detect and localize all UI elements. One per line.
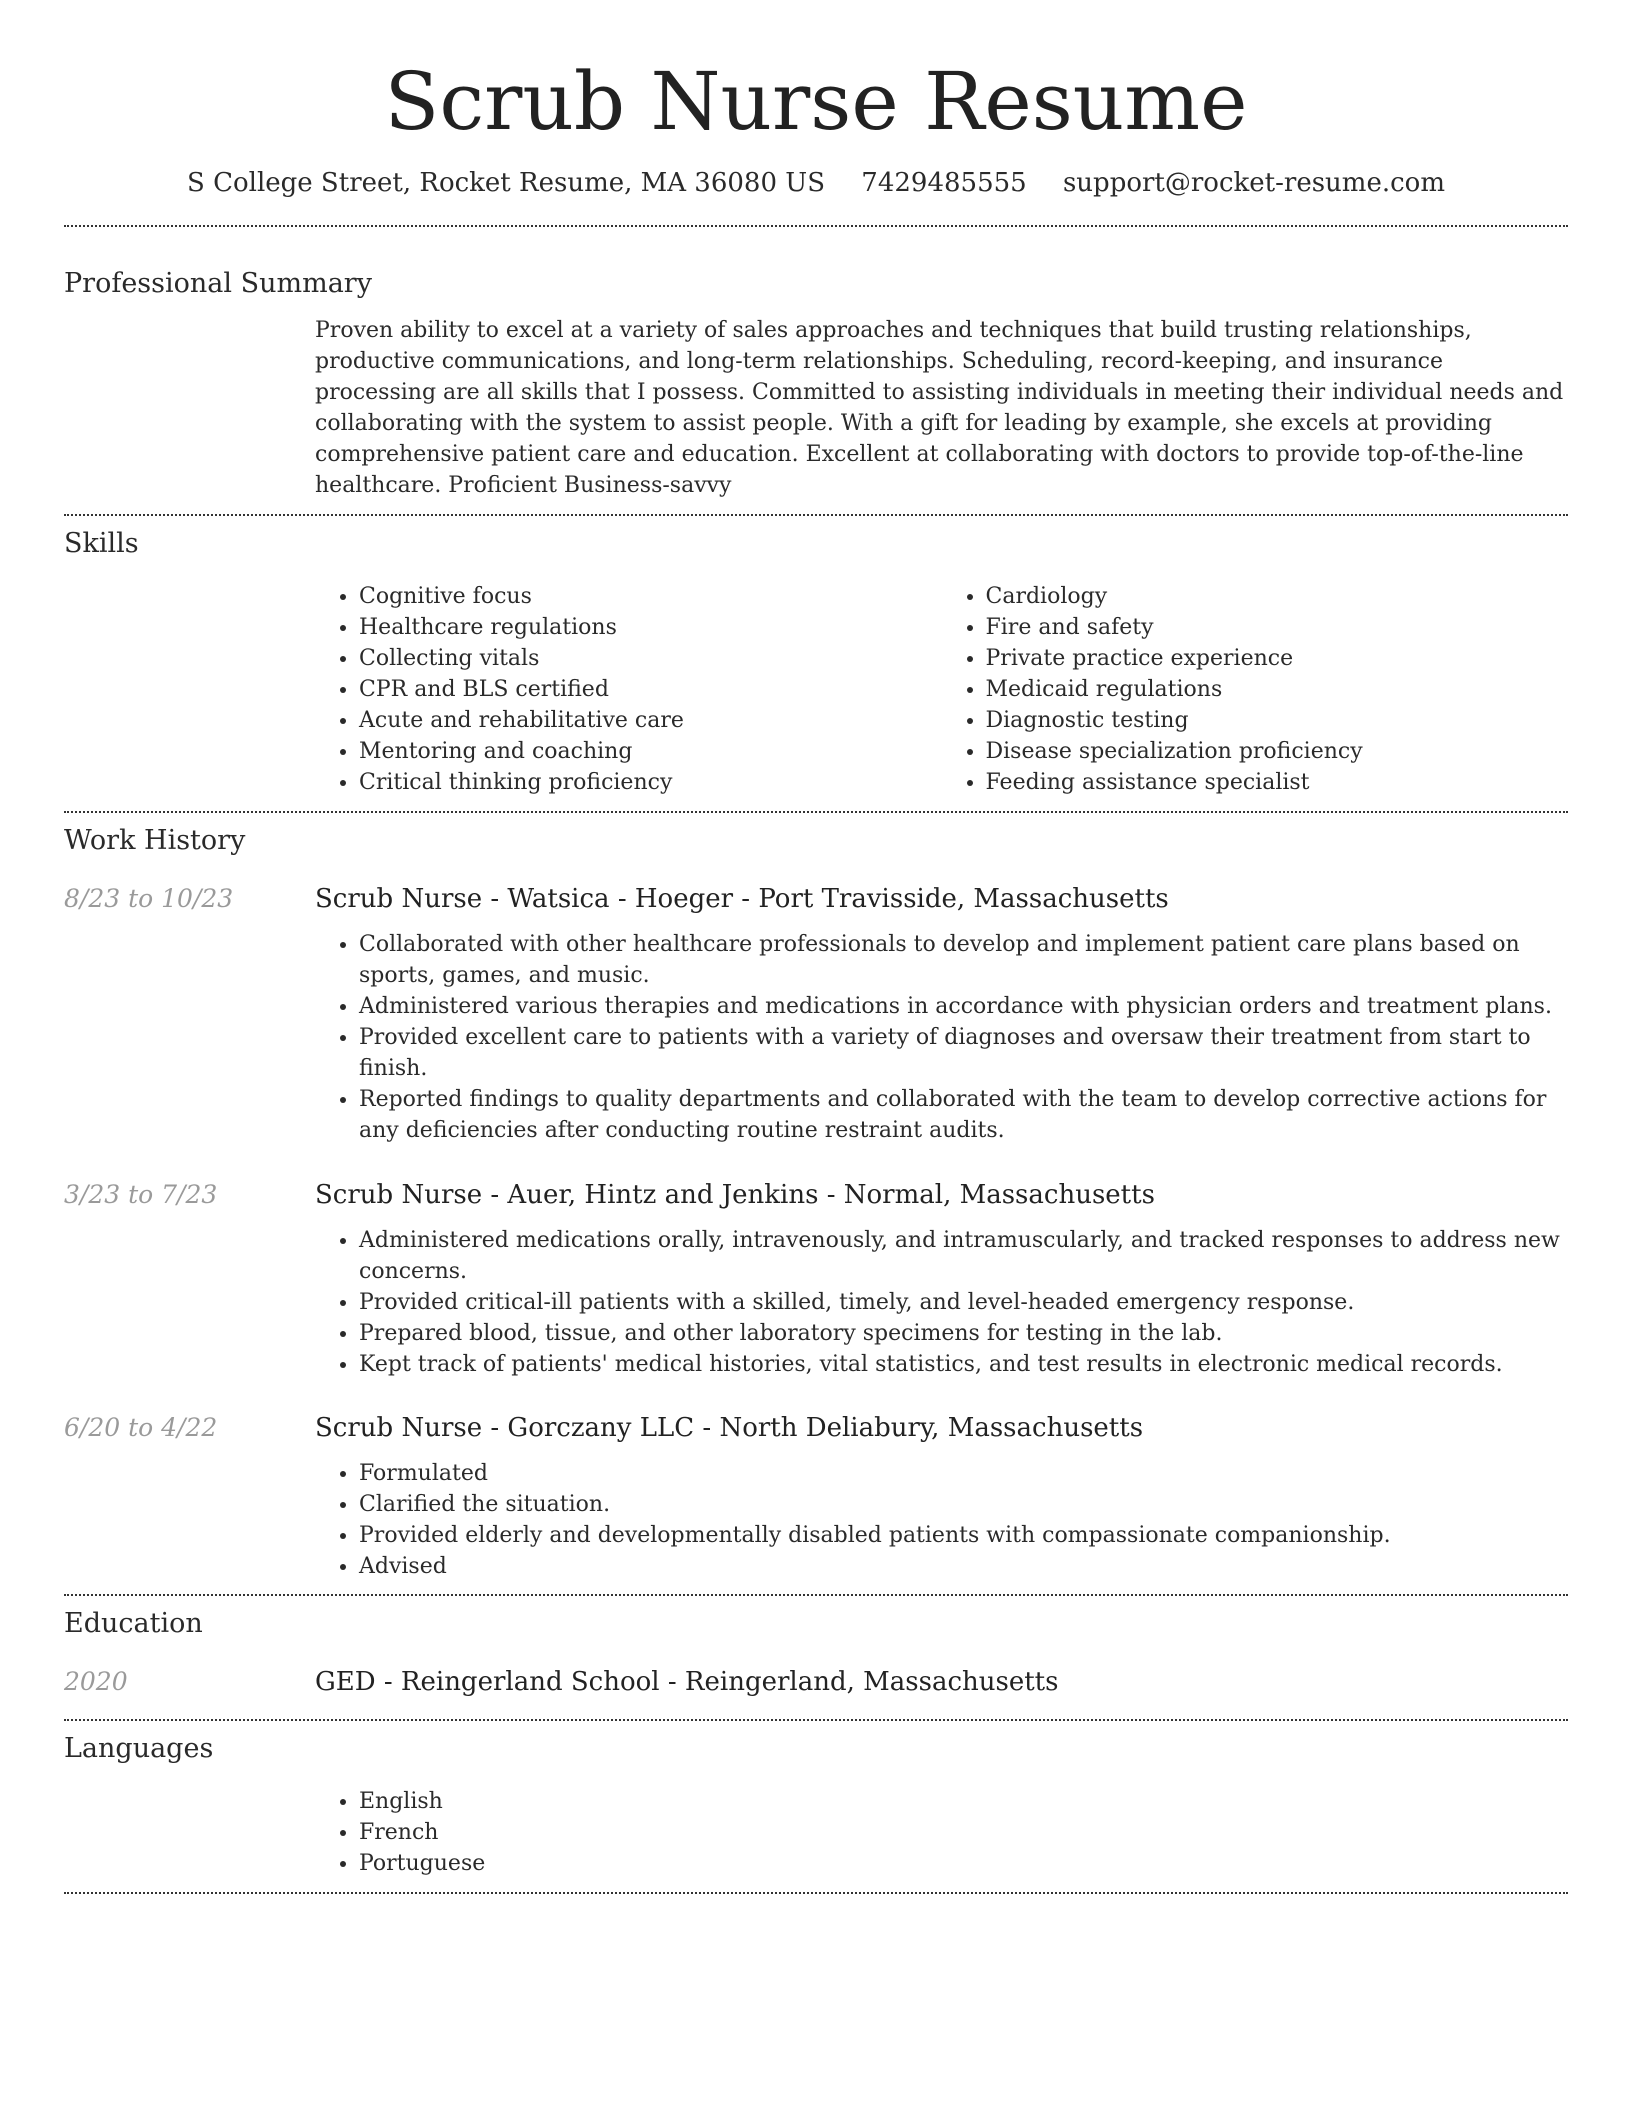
languages-body <box>315 1786 1568 1879</box>
skill-item: • Diagnostic testing <box>986 705 1569 736</box>
languages-heading: Languages <box>64 1733 214 1764</box>
summary-heading: Professional Summary <box>64 268 372 299</box>
resume-title: Scrub Nurse Resume <box>384 55 1248 148</box>
resume-page <box>64 0 1568 1894</box>
skill-item: • CPR and BLS certified <box>359 674 942 705</box>
skill-item: • Medicaid regulations <box>986 674 1569 705</box>
job-entry <box>64 1411 1568 1445</box>
job-bullet: • Collaborated with other healthcare professionals to develop and implement patient care plans based on sports, games, and music. <box>359 929 1568 991</box>
job-bullet: • Provided critical-ill patients with a skilled, timely, and level-headed emergency response. <box>359 1287 1568 1318</box>
job-entry <box>64 882 1568 916</box>
job-bullet: • Clarified the situation. <box>359 1489 1568 1520</box>
job-dates: 3/23 to 7/23 <box>64 1180 218 1209</box>
job-bullet: • Administered various therapies and medications in accordance with physician orders and treatment plans. <box>359 991 1568 1022</box>
divider <box>64 811 1568 813</box>
skill-item: • Cardiology <box>986 581 1569 612</box>
job-dates: 6/20 to 4/22 <box>64 1413 218 1442</box>
skill-item: • Acute and rehabilitative care <box>359 705 942 736</box>
job-bullet: • Provided excellent care to patients with a variety of diagnoses and oversaw their treatment from start to finish. <box>359 1022 1568 1084</box>
job-bullet: • Reported findings to quality departments and collaborated with the team to develop corrective actions for any deficiencies after conducting routine restraint audits. <box>359 1084 1568 1146</box>
job-bullet: • Kept track of patients' medical histories, vital statistics, and test results in electronic medical records. <box>359 1349 1568 1380</box>
job-title: Scrub Nurse - Gorczany LLC - North Deliabury, Massachusetts <box>315 1413 1144 1443</box>
divider <box>64 1594 1568 1596</box>
divider <box>64 514 1568 516</box>
job-bullet: • Provided elderly and developmentally disabled patients with compassionate companionship. <box>359 1520 1568 1551</box>
skill-item: • Feeding assistance specialist <box>986 767 1569 798</box>
job-bullet: • Prepared blood, tissue, and other laboratory specimens for testing in the lab. <box>359 1318 1568 1349</box>
skills-body <box>315 581 1568 798</box>
job-dates: 8/23 to 10/23 <box>64 884 234 913</box>
job-bullets <box>315 1225 1568 1380</box>
work-heading: Work History <box>64 825 246 856</box>
skill-item: • Critical thinking proficiency <box>359 767 942 798</box>
skill-item: • Healthcare regulations <box>359 612 942 643</box>
language-item: • Portuguese <box>359 1848 1568 1879</box>
skill-item: • Private practice experience <box>986 643 1569 674</box>
divider <box>64 225 1568 227</box>
education-heading: Education <box>64 1608 203 1639</box>
education-degree: GED - Reingerland School - Reingerland, Massachusetts <box>315 1667 1059 1697</box>
contact-address: S College Street, Rocket Resume, MA 36080 US <box>187 168 826 198</box>
skill-item: • Disease specialization proficiency <box>986 736 1569 767</box>
job-bullet: • Administered medications orally, intravenously, and intramuscularly, and tracked responses to address new concerns. <box>359 1225 1568 1287</box>
job-bullets <box>315 929 1568 1146</box>
job-title: Scrub Nurse - Watsica - Hoeger - Port Travisside, Massachusetts <box>315 884 1169 914</box>
contact-phone: 7429485555 <box>861 168 1027 198</box>
skill-item: • Mentoring and coaching <box>359 736 942 767</box>
contact-email: support@rocket-resume.com <box>1062 168 1445 198</box>
language-item: • French <box>359 1817 1568 1848</box>
divider <box>64 1719 1568 1721</box>
language-item: • English <box>359 1786 1568 1817</box>
job-bullet: • Advised <box>359 1551 1568 1582</box>
job-bullets <box>315 1458 1568 1582</box>
skill-item: • Cognitive focus <box>359 581 942 612</box>
job-entry <box>64 1178 1568 1212</box>
education-year: 2020 <box>64 1667 128 1696</box>
job-title: Scrub Nurse - Auer, Hintz and Jenkins - Normal, Massachusetts <box>315 1180 1155 1210</box>
summary-body <box>315 315 1568 501</box>
job-bullet: • Formulated <box>359 1458 1568 1489</box>
divider <box>64 1892 1568 1894</box>
summary-text: Proven ability to excel at a variety of sales approaches and techniques that build trusting relationships, productive communications, and long-term relationships. Scheduling, record-keeping, and insurance processing are all skills that I possess. Committed to assisting individuals in meeting their individual needs and collaborating with the system to assist people. With a gift for leading by example, she excels at providing comprehensive patient care and education. Excellent at collaborating with doctors to provide top-of-the-line healthcare. Proficient Business-savvy <box>315 318 1564 498</box>
education-entry <box>64 1665 1568 1699</box>
skills-list-left <box>315 581 942 798</box>
contact-line <box>64 166 1568 200</box>
skill-item: • Fire and safety <box>986 612 1569 643</box>
skill-item: • Collecting vitals <box>359 643 942 674</box>
skills-list-right <box>942 581 1569 798</box>
skills-heading: Skills <box>64 528 139 559</box>
